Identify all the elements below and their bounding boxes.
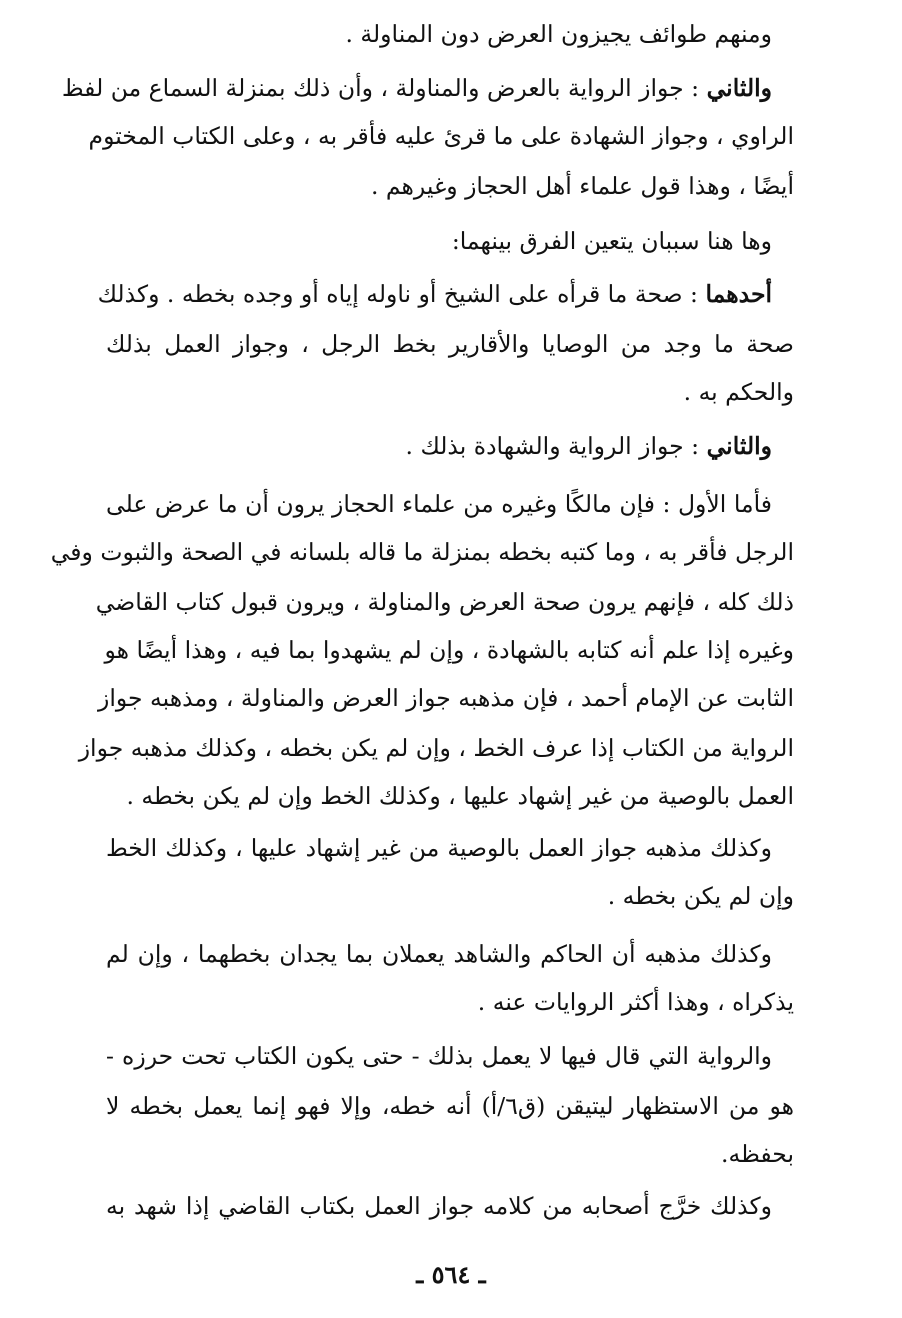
text-line: أيضًا ، وهذا قول علماء أهل الحجاز وغيرهم .: [370, 172, 794, 200]
text-line: يذكراه ، وهذا أكثر الروايات عنه .: [477, 988, 794, 1016]
text-line: والثاني : جواز الرواية بالعرض والمناولة ، وأن ذلك بمنزلة السماع من لفظ: [61, 74, 772, 102]
text-line: وكذلك مذهبه جواز العمل بالوصية من غير إشهاد عليها ، وكذلك الخط: [106, 834, 772, 862]
text-line: ذلك كله ، فإنهم يرون صحة العرض والمناولة ، ويرون قبول كتاب القاضي: [95, 588, 794, 616]
text-line: الراوي ، وجواز الشهادة على ما قرئ عليه فأقر به ، وعلى الكتاب المختوم: [88, 122, 794, 150]
text-line: هو من الاستظهار ليتيقن (ق٦/أ) أنه خطه، وإلا فهو إنما يعمل بخطه لا: [106, 1092, 794, 1120]
text-line: الرجل فأقر به ، وما كتبه بخطه بمنزلة ما قاله بلسانه في الصحة والثبوت وفي: [50, 538, 794, 566]
text-line: العمل بالوصية من غير إشهاد عليها ، وكذلك الخط وإن لم يكن بخطه .: [126, 782, 794, 810]
text-line: وإن لم يكن بخطه .: [607, 882, 794, 910]
text-line: أحدهما : صحة ما قرأه على الشيخ أو ناوله إياه أو وجده بخطه . وكذلك: [97, 280, 772, 308]
text-line: وها هنا سببان يتعين الفرق بينهما:: [451, 227, 772, 255]
text-line: فأما الأول : فإن مالكًا وغيره من علماء الحجاز يرون أن ما عرض على: [106, 490, 772, 518]
text-line: الرواية من الكتاب إذا عرف الخط ، وإن لم يكن بخطه ، وكذلك مذهبه جواز: [78, 734, 794, 762]
page-number: ـ ٥٦٤ ـ: [416, 1260, 486, 1289]
text-line: ومنهم طوائف يجيزون العرض دون المناولة .: [345, 20, 772, 48]
text-line: صحة ما وجد من الوصايا والأقارير بخط الرجل ، وجواز العمل بذلك: [106, 330, 794, 358]
section-lead: والثاني: [706, 432, 772, 460]
text-line: الثابت عن الإمام أحمد ، فإن مذهبه جواز العرض والمناولة ، ومذهبه جواز: [98, 684, 794, 712]
text-line: وكذلك مذهبه أن الحاكم والشاهد يعملان بما يجدان بخطهما ، وإن لم: [106, 940, 772, 968]
section-lead: والثاني: [706, 74, 772, 102]
text-line: بحفظه.: [721, 1140, 794, 1168]
text-line: وغيره إذا علم أنه كتابه بالشهادة ، وإن لم يشهدوا بما فيه ، وهذا أيضًا هو: [104, 636, 794, 664]
text-line: والرواية التي قال فيها لا يعمل بذلك - حتى يكون الكتاب تحت حرزه -: [106, 1042, 772, 1070]
text-line: والحكم به .: [683, 378, 794, 406]
text-line: وكذلك خرَّج أصحابه من كلامه جواز العمل بكتاب القاضي إذا شهد به: [106, 1192, 772, 1220]
text-line: والثاني : جواز الرواية والشهادة بذلك .: [405, 432, 772, 460]
section-lead: أحدهما: [705, 280, 772, 308]
